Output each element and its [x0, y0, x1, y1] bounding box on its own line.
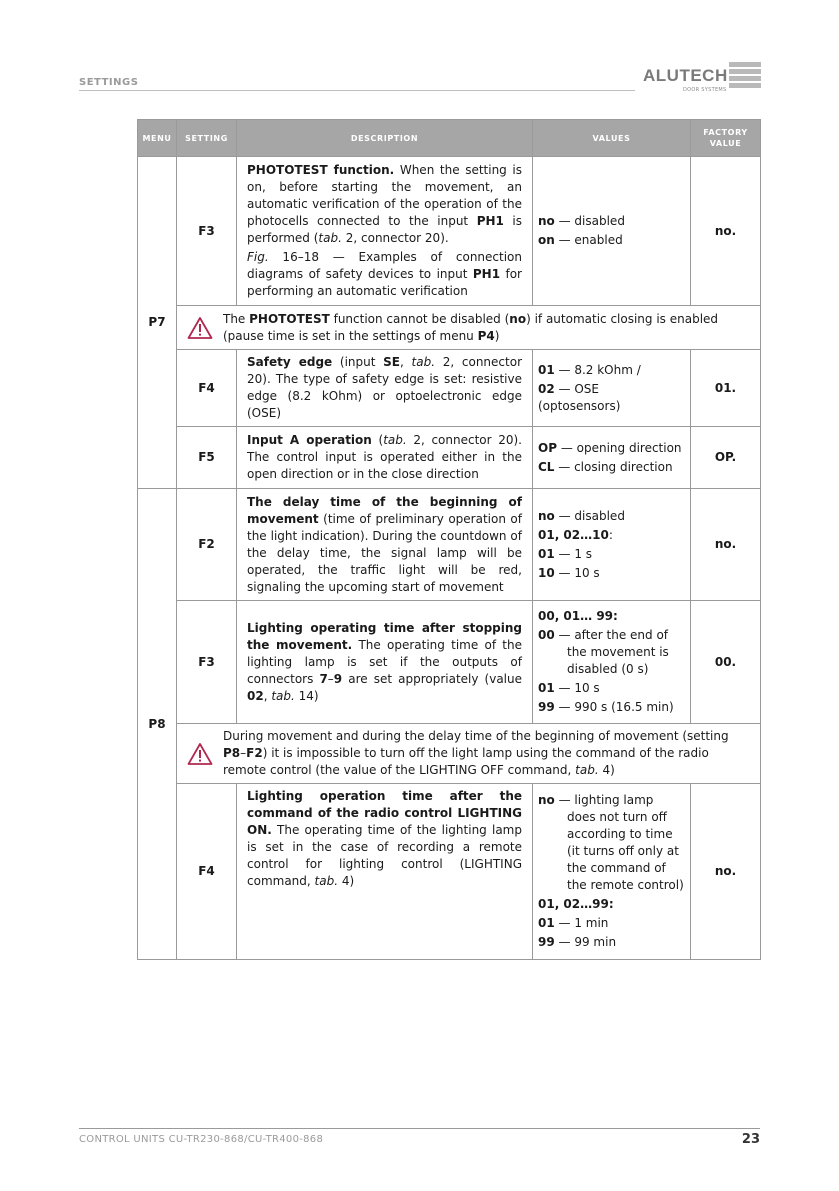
table-row	[138, 784, 761, 960]
column-header-menu: MENU	[138, 120, 177, 157]
brand-subtitle: DOOR SYSTEMS	[683, 87, 727, 93]
warning-text: The PHOTOTEST function cannot be disabled (no) if automatic closing is enabled (pause time is set in the settings of menu P4)	[223, 311, 719, 343]
setting-cell: F3	[177, 601, 237, 724]
values-cell: 00, 01… 99: 00 — after the end of the movement is disabled (0 s) 01 — 10 s 99 — 990 s (16.5 min)	[533, 601, 691, 724]
setting-cell: F4	[177, 350, 237, 427]
brand-name: ALUTECH	[643, 66, 728, 85]
factory-value-cell: no.	[691, 784, 761, 960]
table-row	[138, 601, 761, 724]
description-cell: Lighting operation time after the command of the radio control LIGHTING ON. The operating time of the lighting lamp is set in the case of recording a remote control for lighting control (LIGHTING command, tab. 4)	[237, 784, 533, 960]
warning-cell	[177, 724, 761, 784]
table-row	[138, 427, 761, 489]
logo-bars-icon	[729, 62, 761, 90]
footer-doc-title: CONTROL UNITS CU-TR230-868/CU-TR400-868	[79, 1134, 324, 1145]
menu-cell-p7: P7	[138, 157, 177, 489]
table-row	[138, 350, 761, 427]
warning-cell	[177, 306, 761, 350]
factory-value-cell: no.	[691, 157, 761, 306]
values-cell: no — disabled on — enabled	[533, 157, 691, 306]
description-cell: Safety edge (input SE, tab. 2, connector 20). The type of safety edge is set: resistive edge (8.2 kOhm) or optoelectronic edge (OSE)	[237, 350, 533, 427]
column-header-setting: SETTING	[177, 120, 237, 157]
footer-divider	[79, 1128, 760, 1129]
description-cell: Lighting operating time after stopping the movement. The operating time of the lighting lamp is set if the outputs of connectors 7–9 are set appropriately (value 02, tab. 14)	[237, 601, 533, 724]
warning-text: During movement and during the delay time of the beginning of movement (setting P8–F2) it is impossible to turn off the light lamp using the command of the radio remote control (the value of the LIGHTING OFF command, tab. 4)	[223, 729, 729, 777]
table-row	[138, 157, 761, 306]
factory-value-cell: 01.	[691, 350, 761, 427]
settings-table	[137, 119, 761, 960]
warning-triangle-icon	[187, 742, 213, 766]
column-header-values: VALUES	[533, 120, 691, 157]
warning-row	[138, 306, 761, 350]
brand-logo	[643, 62, 761, 96]
values-cell: OP — opening direction CL — closing direction	[533, 427, 691, 489]
setting-cell: F2	[177, 489, 237, 601]
column-header-description: DESCRIPTION	[237, 120, 533, 157]
table-header-row	[138, 120, 761, 157]
values-cell: no — disabled 01, 02…10: 01 — 1 s 10 — 10 s	[533, 489, 691, 601]
setting-cell: F5	[177, 427, 237, 489]
page-number: 23	[741, 1132, 760, 1147]
factory-value-cell: 00.	[691, 601, 761, 724]
section-title: SETTINGS	[79, 77, 139, 88]
header-divider	[79, 90, 635, 91]
warning-row	[138, 724, 761, 784]
description-cell: The delay time of the beginning of movement (time of preliminary operation of the light indication). During the countdown of the delay time, the signal lamp will be operated, the traffic light will be red, signaling the upcoming start of movement	[237, 489, 533, 601]
values-cell: no — lighting lamp does not turn off according to time (it turns off only at the command of the remote control) 01, 02…99: 01 — 1 min 99 — 99 min	[533, 784, 691, 960]
setting-cell: F3	[177, 157, 237, 306]
setting-cell: F4	[177, 784, 237, 960]
column-header-factory-value: FACTORY VALUE	[691, 120, 761, 157]
warning-triangle-icon	[187, 316, 213, 340]
table-row	[138, 489, 761, 601]
description-cell: Input A operation (tab. 2, connector 20). The control input is operated either in the open direction or in the close direction	[237, 427, 533, 489]
values-cell: 01 — 8.2 kOhm / 02 — OSE (optosensors)	[533, 350, 691, 427]
factory-value-cell: no.	[691, 489, 761, 601]
menu-cell-p8: P8	[138, 489, 177, 960]
description-cell: PHOTOTEST function. When the setting is on, before starting the movement, an automatic verification of the operation of the photocells connected to the input PH1 is performed (tab. 2, connector 20). Fig. 16–18 — Examples of connection diagrams of safety devices to input PH1 for performing an automatic verification	[237, 157, 533, 306]
factory-value-cell: OP.	[691, 427, 761, 489]
